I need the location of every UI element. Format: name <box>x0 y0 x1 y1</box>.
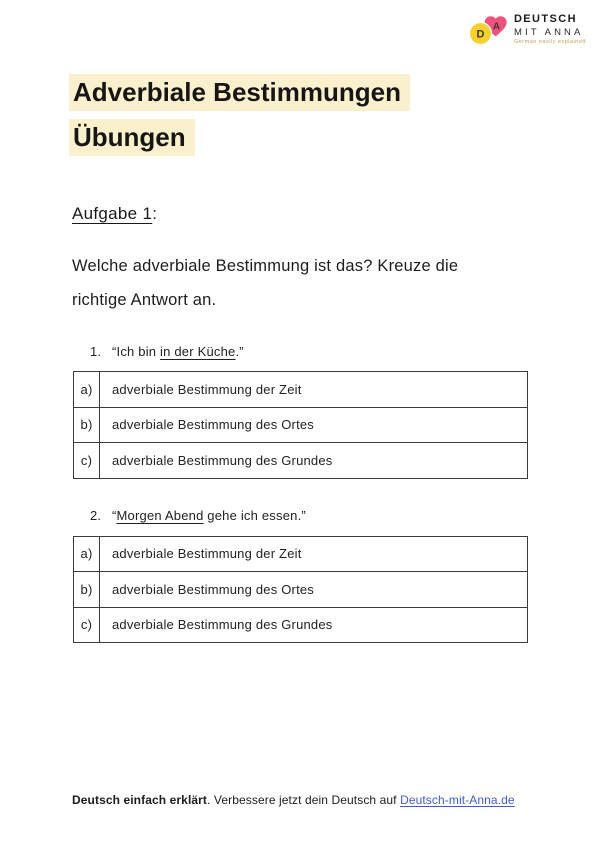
page-title-line-2: Übungen <box>69 119 195 156</box>
question-1 <box>90 336 540 366</box>
question-2-underlined-phrase: Morgen Abend <box>116 508 204 523</box>
option-text-cell: adverbiale Bestimmung der Zeit <box>100 372 528 408</box>
option-label-cell: b) <box>74 407 100 443</box>
option-label-cell: a) <box>74 372 100 408</box>
option-label-cell: c) <box>74 443 100 479</box>
footer <box>72 793 515 807</box>
brand-wordmark <box>514 14 586 46</box>
option-text-cell: adverbiale Bestimmung des Grundes <box>100 443 528 479</box>
question-2-sentence <box>112 508 306 523</box>
logo-letter-a: A <box>492 21 501 33</box>
brand-name-line2: MIT ANNA <box>513 26 584 38</box>
brand-logo <box>468 12 586 48</box>
question-2-suffix: gehe ich essen.” <box>203 508 306 523</box>
question-2-number: 2. <box>90 508 102 523</box>
task-instructions-line-2: richtige Antwort an. <box>72 291 217 309</box>
question-2-prefix: “ <box>112 508 117 523</box>
question-1-prefix: “Ich bin <box>112 343 161 359</box>
option-text-cell: adverbiale Bestimmung des Ortes <box>100 407 528 443</box>
option-text-cell: adverbiale Bestimmung des Ortes <box>100 572 528 608</box>
brand-mark-icon <box>468 12 509 48</box>
question-1-suffix: .” <box>235 343 244 359</box>
table-row <box>74 407 528 443</box>
task-heading-text: Aufgabe 1 <box>72 204 153 223</box>
table-row <box>74 607 528 643</box>
task-instructions <box>72 249 540 317</box>
brand-name-line1: DEUTSCH <box>513 13 577 26</box>
table-row <box>74 443 528 479</box>
option-text-cell: adverbiale Bestimmung des Grundes <box>100 607 528 643</box>
footer-text: . Verbessere jetzt dein Deutsch auf <box>207 793 401 807</box>
page-title-line-1: Adverbiale Bestimmungen <box>69 74 410 111</box>
options-table-2 <box>73 536 528 644</box>
footer-site-link[interactable]: Deutsch-mit-Anna.de <box>400 793 515 807</box>
option-label-cell: a) <box>74 536 100 572</box>
task-heading-colon: : <box>152 204 158 223</box>
table-row <box>74 572 528 608</box>
table-row <box>74 536 528 572</box>
question-1-sentence <box>112 344 244 359</box>
options-table-1 <box>73 371 528 479</box>
logo-letter-d: D <box>476 28 485 41</box>
page-title <box>72 74 540 156</box>
option-label-cell: b) <box>74 572 100 608</box>
table-row <box>74 372 528 408</box>
question-1-underlined-phrase: in der Küche <box>160 343 236 359</box>
brand-tagline: German easily explained <box>513 39 586 46</box>
task-instructions-line-1: Welche adverbiale Bestimmung ist das? Kreuze die <box>72 257 459 275</box>
question-1-number: 1. <box>90 343 102 359</box>
option-label-cell: c) <box>74 607 100 643</box>
question-2 <box>90 501 540 531</box>
task-heading <box>72 204 540 224</box>
footer-bold-text: Deutsch einfach erklärt <box>72 793 208 807</box>
option-text-cell: adverbiale Bestimmung der Zeit <box>100 536 528 572</box>
